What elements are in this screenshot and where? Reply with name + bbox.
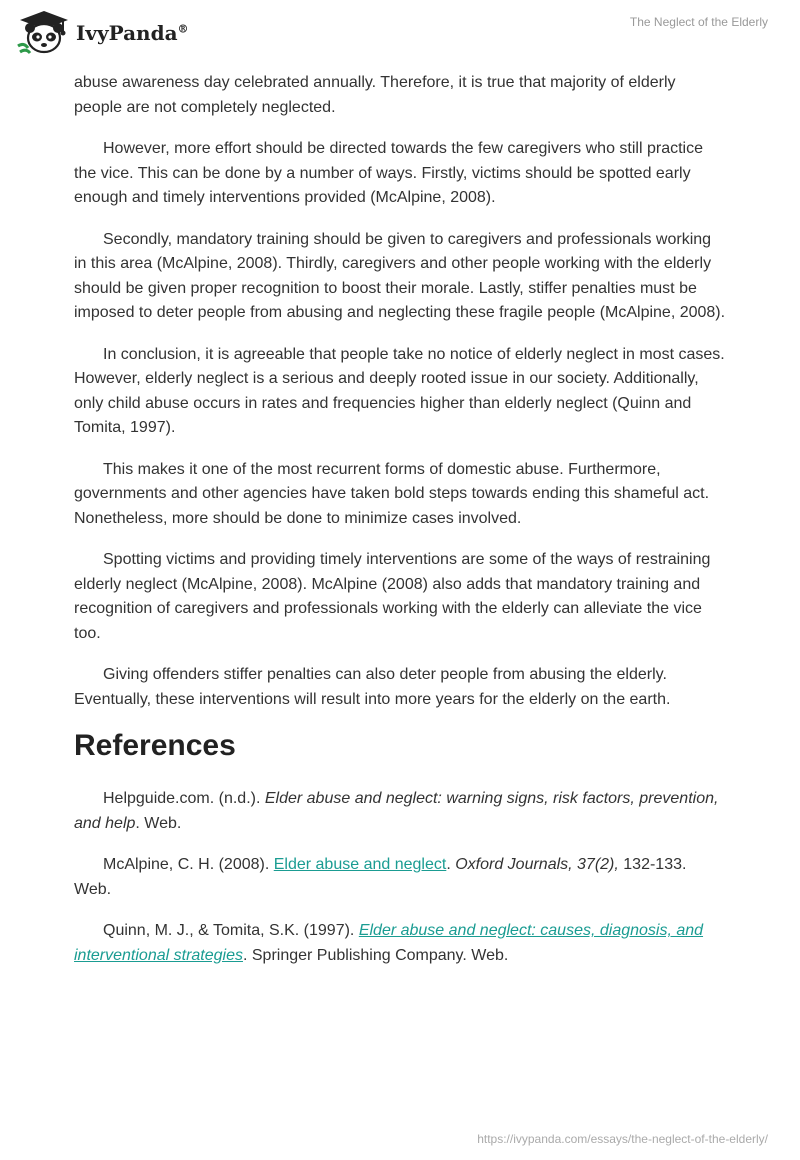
references-heading: References: [74, 729, 236, 762]
body-paragraph: In conclusion, it is agreeable that people take no notice of elderly neglect in most cases. However, elderly neglect is a serious and deeply rooted issue in our society. Additionally, only child abuse occurs in rates and frequencies higher than elderly neglect (Quinn and Tomita, 1997).: [74, 345, 725, 436]
page-header: [0, 0, 800, 70]
body-paragraph: This makes it one of the most recurrent forms of domestic abuse. Furthermore, governments and other agencies have taken bold steps towards ending this shameful act. Nonetheless, more should be done to minimize cases involved.: [74, 460, 710, 527]
reference-item: Quinn, M. J., & Tomita, S.K. (1997). Elder abuse and neglect: causes, diagnosis, and interventional strategies. Springer Publishing Company. Web.: [74, 922, 704, 964]
footer-url: https://ivypanda.com/essays/the-neglect-of-the-elderly/: [477, 1132, 768, 1146]
body-paragraph: Giving offenders stiffer penalties can also deter people from abusing the elderly. Eventually, these interventions will result into more years for the elderly on the earth.: [74, 666, 671, 708]
body-paragraph: abuse awareness day celebrated annually. Therefore, it is true that majority of elderly people are not completely neglected.: [74, 74, 676, 116]
body-paragraph: However, more effort should be directed towards the few caregivers who still practice the vice. This can be done by a number of ways. Firstly, victims should be spotted early enough and timely interventions provided (McAlpine, 2008).: [74, 140, 703, 206]
reference-link[interactable]: Elder abuse and neglect: causes, diagnosis, and interventional strategies: [74, 922, 704, 964]
reference-item: Helpguide.com. (n.d.). Elder abuse and neglect: warning signs, risk factors, prevention, and help. Web.: [74, 790, 719, 832]
body-paragraph: Secondly, mandatory training should be given to caregivers and professionals working in this area (McAlpine, 2008). Thirdly, caregivers and other people working with the elderly should be given proper recognition to boost their morale. Lastly, stiffer penalties must be imposed to deter people from abusing and neglecting these fragile people (McAlpine, 2008).: [74, 230, 726, 321]
reference-title: Elder abuse and neglect: warning signs, risk factors, prevention, and help: [74, 790, 719, 832]
reference-link[interactable]: Elder abuse and neglect: [273, 856, 447, 873]
brand-name: IvyPanda®: [76, 21, 189, 45]
essay-content: [74, 71, 726, 985]
reference-journal: Oxford Journals, 37(2),: [455, 856, 619, 873]
site-logo[interactable]: [14, 8, 194, 56]
reference-item: McAlpine, C. H. (2008). Elder abuse and neglect. Oxford Journals, 37(2), 132-133. Web.: [74, 856, 687, 898]
body-paragraph: Spotting victims and providing timely interventions are some of the ways of restraining elderly neglect (McAlpine, 2008). McAlpine (2008) also adds that mandatory training and recognition of caregivers and professionals working with the elderly can alleviate the vice too.: [74, 551, 711, 642]
panda-graduate-logo-icon: [14, 8, 72, 56]
document-title: The Neglect of the Elderly: [629, 15, 768, 29]
